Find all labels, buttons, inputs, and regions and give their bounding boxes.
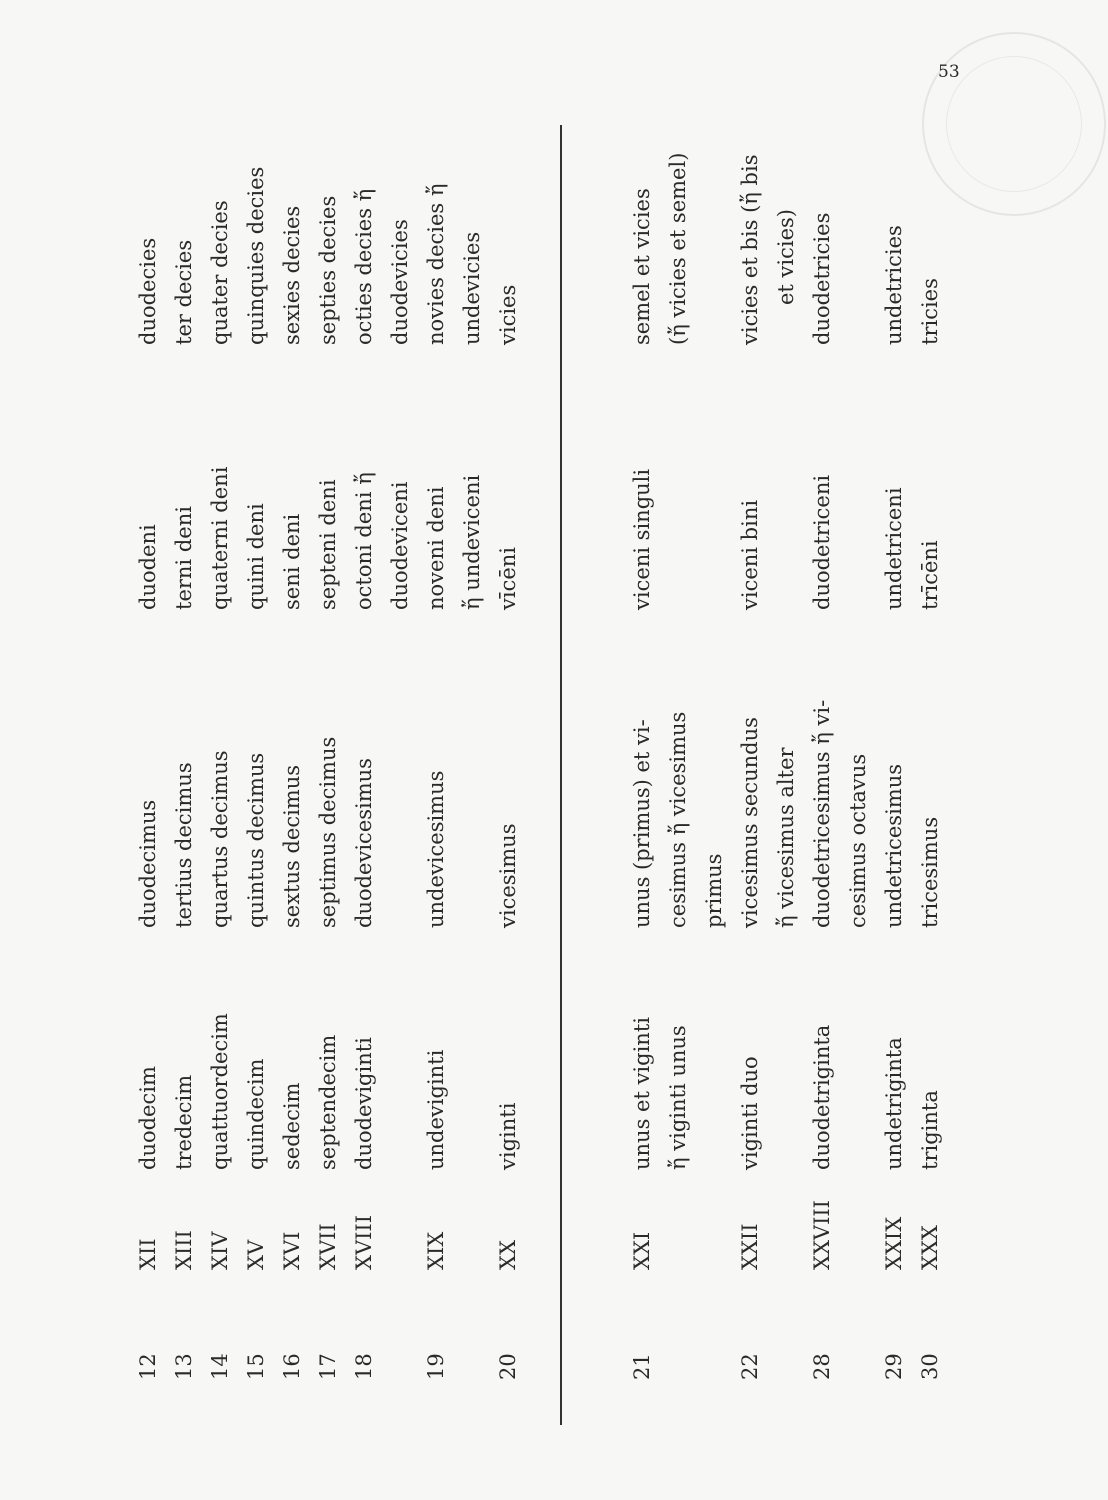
cardinal-cell [624,1017,696,1170]
roman-numeral-cell [876,1217,912,1270]
roman-numeral-cell [310,1223,346,1270]
number-cell [310,1353,346,1380]
ordinal-cell [912,817,948,928]
ordinal-cell [732,717,804,928]
cell-line: tricesimus [918,816,942,928]
distributive-cell [624,469,660,610]
distributive-cell [912,540,948,610]
cell-line: duodevicies [388,219,412,345]
cell-line: 12 [136,1353,160,1380]
cell-line: tricies [918,278,942,345]
cell-line: XXVIII [810,1200,834,1270]
cell-line: duodeviceni [388,481,412,610]
cell-line: trīcēni [918,540,942,610]
cell-line: XXII [738,1223,762,1270]
cell-line: vicies [496,284,520,345]
adverb-cell [804,213,840,345]
cell-line: duodeviginti [352,1037,376,1170]
cell-line: XXI [630,1231,654,1270]
cell-line: viceni singuli [630,468,654,610]
cell-line: quindecim [244,1058,268,1170]
cell-line: 13 [172,1353,196,1380]
roman-numeral-cell [418,1232,454,1270]
cell-line: terni deni [172,506,196,610]
cell-line: duodecim [136,1066,160,1170]
cell-line: semel et vicies [630,188,654,345]
cell-line: duodecies [136,237,160,345]
cardinal-cell [912,1090,948,1170]
ordinal-cell [346,758,382,928]
distributive-cell [804,475,840,610]
roman-numeral-cell [238,1240,274,1270]
cell-line: primus [702,853,726,928]
cell-line: quaterni deni [208,466,232,610]
cell-line: et vicies) [774,209,798,305]
roman-numeral-cell [346,1215,382,1270]
cell-line: cesimus octavus [846,753,870,928]
ordinal-cell [166,762,202,928]
roman-numeral-cell [166,1230,202,1270]
cell-line: seni deni [280,513,304,610]
ordinal-cell [274,765,310,928]
roman-numeral-cell [130,1238,166,1270]
cell-line: unus et viginti [630,1017,654,1170]
adverb-cell [876,225,912,345]
cell-line: triginta [918,1090,942,1170]
cell-line: 28 [810,1353,834,1380]
cardinal-cell [418,1050,454,1170]
cell-line: XIX [424,1231,448,1270]
cell-line: 16 [280,1353,304,1380]
cardinal-cell [130,1066,166,1170]
cell-line: XXX [918,1225,942,1270]
cell-line: sedecim [280,1082,304,1170]
cell-line: quater decies [208,200,232,345]
cell-line: tertius decimus [172,762,196,928]
cell-line: 29 [882,1353,906,1380]
cell-line: duodetricesimus ἤ vi- [810,699,834,928]
cell-line: septendecim [316,1034,340,1170]
cell-line: novies decies ἤ [424,183,448,345]
cell-line: sexies decies [280,205,304,345]
cell-line: quinquies decies [244,166,268,345]
section-divider [560,125,562,1425]
cell-line: undetricies [882,225,906,345]
cell-line: duodevicesimus [352,758,376,928]
adverb-cell [274,206,310,345]
cell-line: XII [136,1238,160,1270]
cell-line: undetriginta [882,1037,906,1170]
cell-line: XIV [208,1231,232,1270]
distributive-cell [418,475,490,610]
cell-line: undetriceni [882,487,906,610]
roman-numeral-cell [274,1232,310,1270]
adverb-cell [238,167,274,345]
ordinal-cell [202,750,238,928]
cell-line: quini deni [244,503,268,610]
number-cell [732,1353,768,1380]
number-cell [418,1353,454,1380]
cell-line: vicesimus secundus [738,717,762,928]
cell-line: quattuordecim [208,1013,232,1170]
number-cell [166,1353,202,1380]
adverb-cell [166,240,202,345]
cell-line: undevicies [460,231,484,345]
cell-line: octoni deni ἤ [352,472,376,610]
cell-line: 22 [738,1353,762,1380]
adverb-cell [624,153,696,345]
cell-line: XIII [172,1230,196,1270]
cardinal-cell [238,1059,274,1170]
cardinal-cell [346,1037,382,1170]
adverb-cell [202,200,238,345]
distributive-cell [202,467,238,610]
adverb-cell [418,184,490,345]
page-number: 53 [938,62,960,82]
distributive-cell [876,487,912,610]
number-cell [274,1353,310,1380]
cell-line: ἤ viginti unus [666,1025,690,1170]
cardinal-cell [804,1025,840,1170]
cell-line: quartus decimus [208,750,232,928]
roman-numeral-cell [624,1232,660,1270]
cell-line: 18 [352,1353,376,1380]
cell-line: undevicesimus [424,770,448,928]
cell-line: 30 [918,1353,942,1380]
ordinal-cell [238,753,274,928]
cell-line: undetricesimus [882,763,906,928]
distributive-cell [346,472,418,610]
distributive-cell [238,503,274,610]
cell-line: 20 [496,1353,520,1380]
cell-line: 19 [424,1353,448,1380]
distributive-cell [274,514,310,610]
cardinal-cell [490,1103,526,1170]
cell-line: ἤ vicesimus alter [774,747,798,928]
cell-line: sextus decimus [280,764,304,928]
cell-line: vīcēni [496,546,520,610]
ordinal-cell [876,764,912,928]
cell-line: vicies et bis (ἤ bis [738,154,762,345]
cell-line: duodecimus [136,799,160,928]
distributive-cell [490,547,526,610]
cardinal-cell [274,1083,310,1170]
adverb-cell [346,189,418,345]
cell-line: tredecim [172,1074,196,1170]
number-cell [876,1353,912,1380]
ordinal-cell [804,700,876,928]
ordinal-cell [130,800,166,928]
cell-line: undeviginti [424,1049,448,1170]
cell-line: XVI [280,1231,304,1270]
adverb-cell [130,238,166,345]
cell-line: 14 [208,1353,232,1380]
number-cell [490,1353,526,1380]
ordinal-cell [310,737,346,928]
number-cell [130,1353,166,1380]
cell-line: ἤ undeviceni [460,474,484,610]
cardinal-cell [166,1075,202,1170]
cell-line: octies decies ἤ [352,188,376,345]
adverb-cell [732,155,804,345]
cell-line: XVII [316,1223,340,1270]
number-cell [804,1353,840,1380]
roman-numeral-cell [732,1224,768,1271]
roman-numeral-cell [490,1240,526,1270]
cell-line: viginti duo [738,1056,762,1170]
cardinal-cell [876,1037,912,1170]
roman-numeral-cell [202,1232,238,1270]
number-cell [238,1353,274,1380]
cell-line: duodetriginta [810,1024,834,1170]
number-cell [202,1353,238,1380]
distributive-cell [310,479,346,610]
ordinal-cell [624,712,732,928]
cell-line: cesimus ἤ vicesimus [666,711,690,928]
cell-line: quintus decimus [244,752,268,928]
cell-line: XVIII [352,1214,376,1270]
cell-line: viginti [496,1102,520,1170]
ordinal-cell [418,771,454,928]
cell-line: (ἤ vicies et semel) [666,152,690,345]
cell-line: septies decies [316,195,340,345]
adverb-cell [490,285,526,345]
cell-line: duodeni [136,524,160,610]
distributive-cell [732,500,768,610]
cardinal-cell [732,1056,768,1170]
distributive-cell [130,524,166,610]
cardinal-cell [310,1035,346,1170]
cell-line: ter decies [172,239,196,345]
number-cell [912,1353,948,1380]
cell-line: 15 [244,1353,268,1380]
roman-numeral-cell [804,1200,840,1270]
cell-line: septeni deni [316,479,340,610]
cell-line: duodetricies [810,212,834,345]
cell-line: XX [496,1240,520,1270]
adverb-cell [912,278,948,345]
cell-line: noveni deni [424,486,448,610]
cell-line: unus (primus) et vi- [630,719,654,928]
cell-line: duodetriceni [810,474,834,610]
cell-line: viceni bini [738,499,762,610]
cell-line: XV [244,1239,268,1270]
distributive-cell [166,506,202,610]
cell-line: 21 [630,1353,654,1380]
number-cell [346,1353,382,1380]
cell-line: 17 [316,1353,340,1380]
cell-line: septimus decimus [316,736,340,928]
ordinal-cell [490,824,526,928]
cell-line: vicesimus [496,823,520,928]
cardinal-cell [202,1013,238,1170]
adverb-cell [310,196,346,345]
roman-numeral-cell [912,1225,948,1270]
number-cell [624,1353,660,1380]
cell-line: XXIX [882,1216,906,1270]
